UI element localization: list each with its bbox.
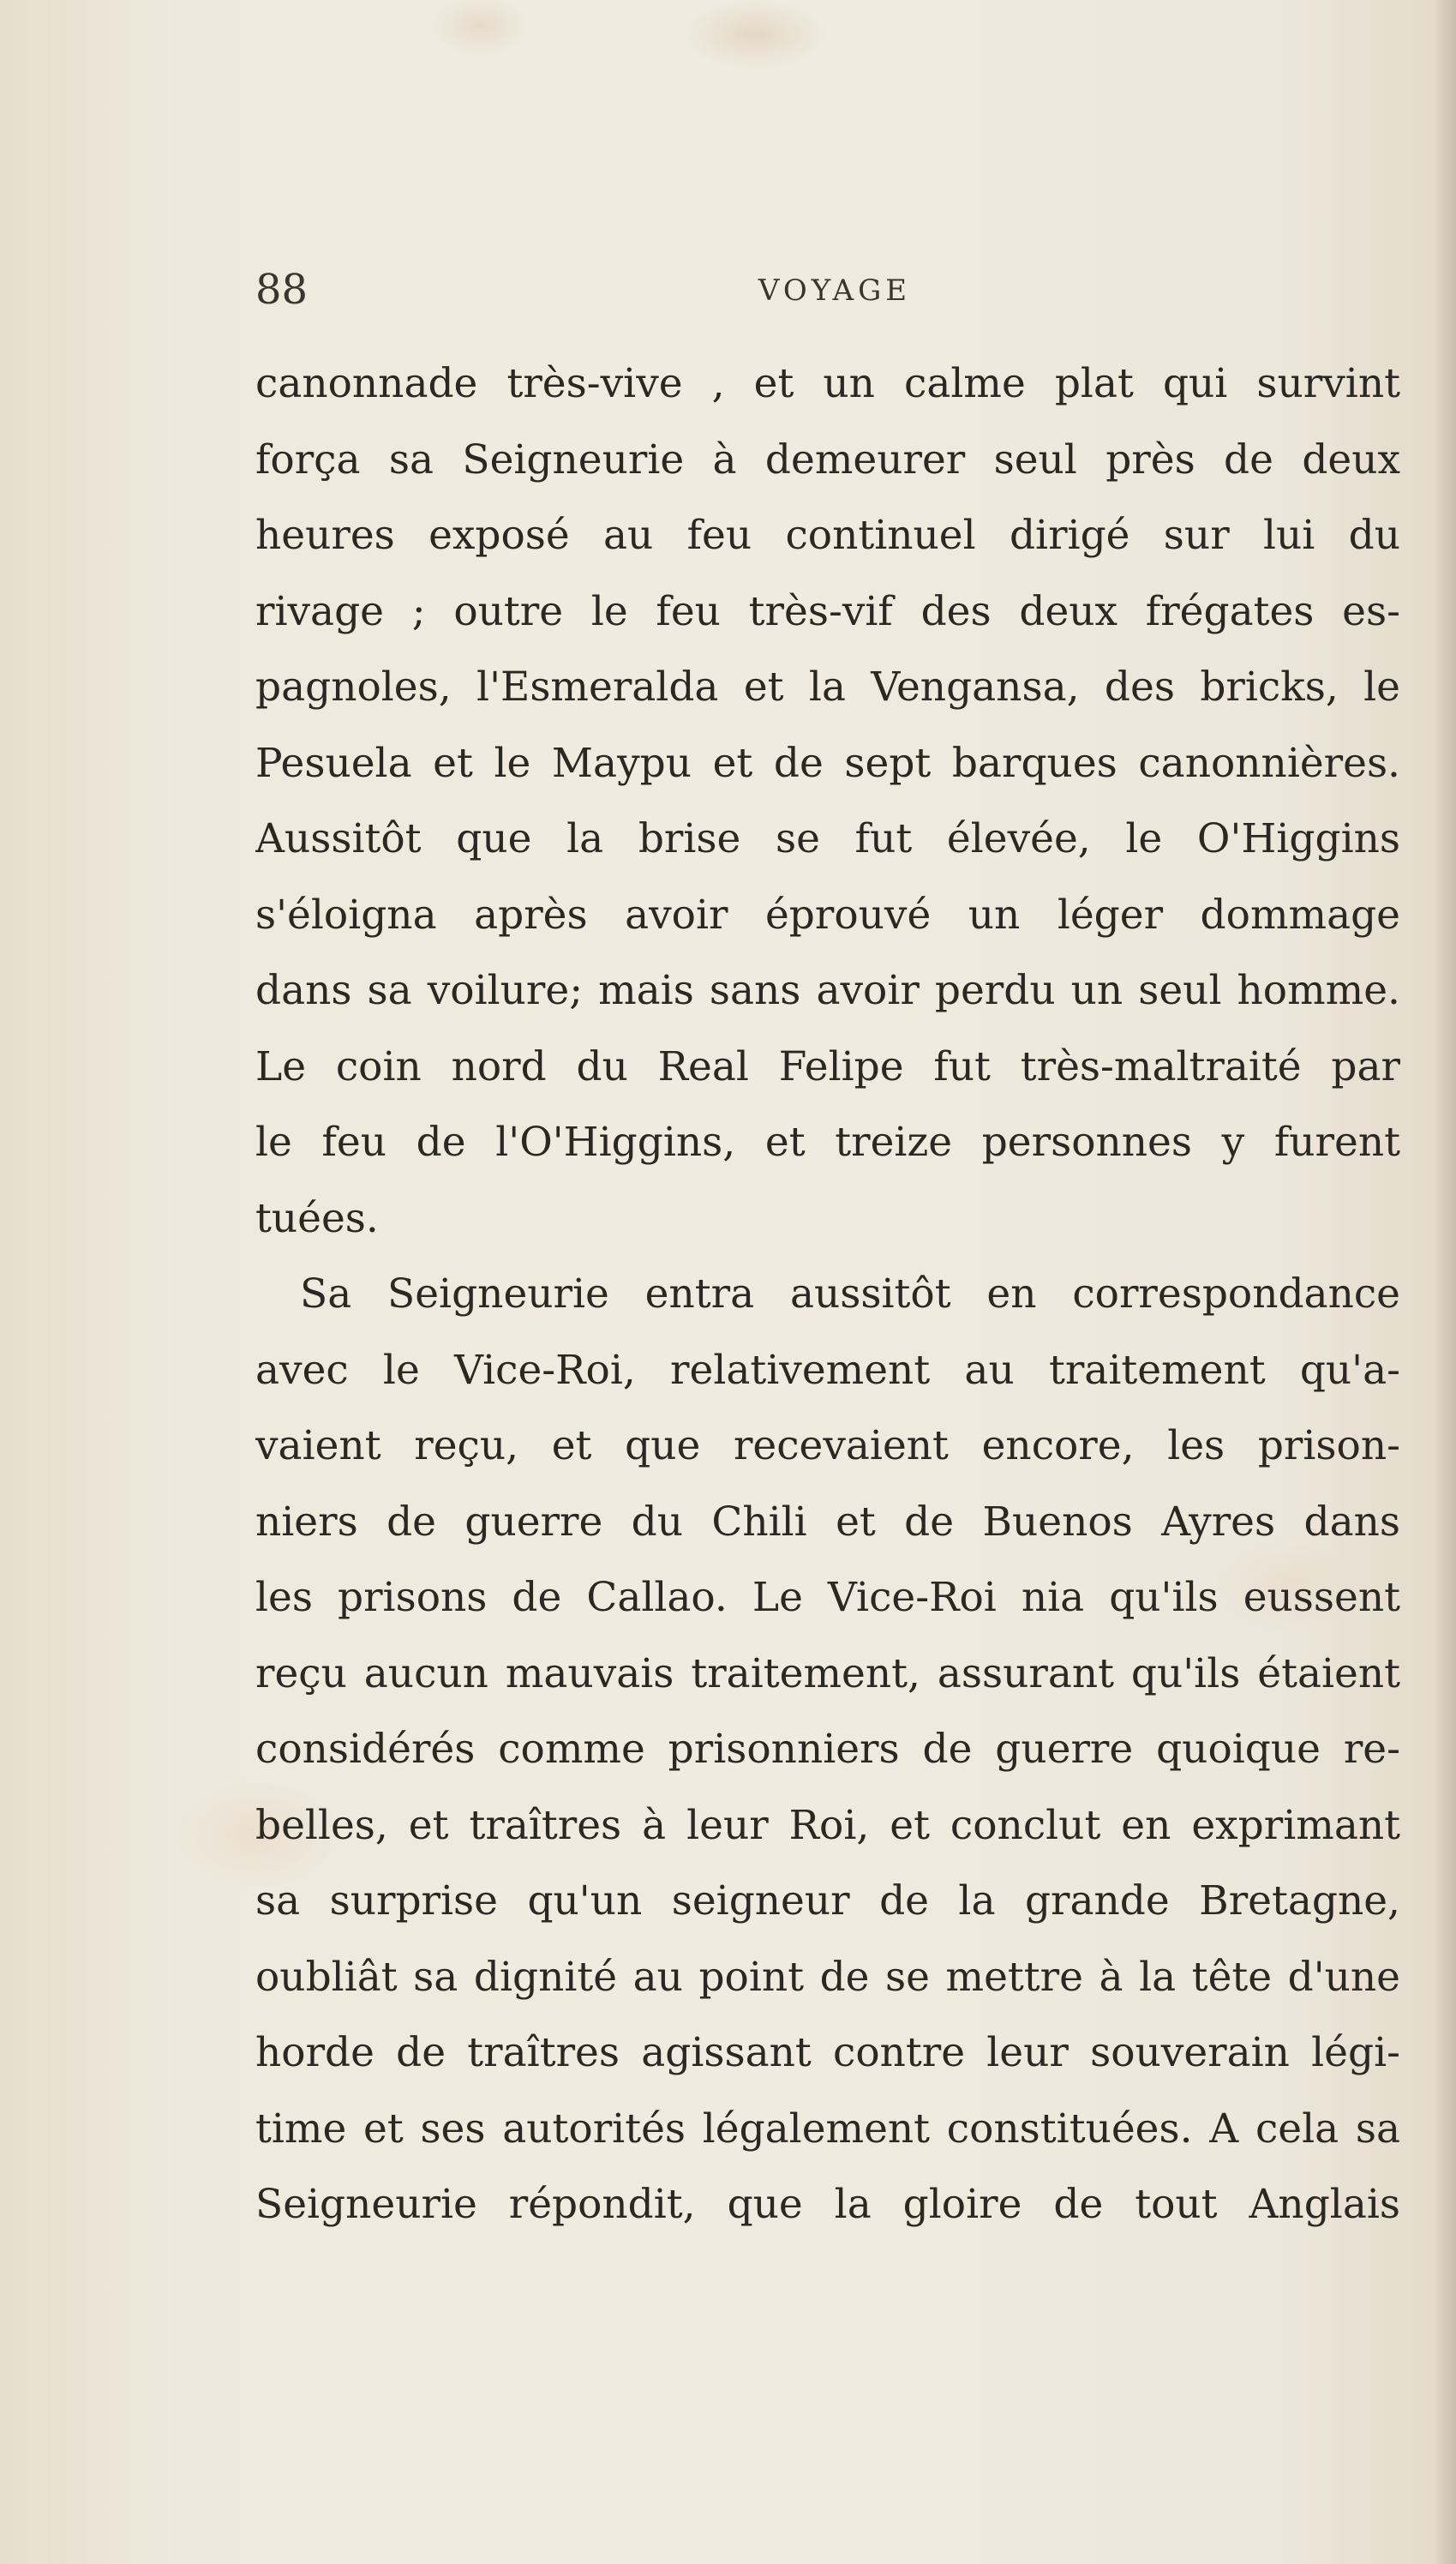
page-edge-shadow bbox=[1434, 0, 1456, 2564]
text-line: oubliât sa dignité au point de se mettre à la tête d'une bbox=[255, 1953, 1400, 2001]
body-text bbox=[255, 346, 1400, 2243]
text-line: força sa Seigneurie à demeurer seul près de deux bbox=[255, 435, 1400, 483]
text-line: Sa Seigneurie entra aussitôt en correspondance bbox=[300, 1270, 1400, 1318]
running-title: VOYAGE bbox=[758, 273, 912, 308]
text-line: les prisons de Callao. Le Vice-Roi nia qu'ils eussent bbox=[255, 1574, 1400, 1621]
text-line: s'éloigna après avoir éprouvé un léger dommage bbox=[255, 891, 1400, 939]
text-line: rivage ; outre le feu très-vif des deux frégates es- bbox=[255, 587, 1400, 635]
text-line: Aussitôt que la brise se fut élevée, le O'Higgins bbox=[255, 815, 1400, 862]
running-head bbox=[255, 257, 1414, 326]
text-line: niers de guerre du Chili et de Buenos Ayres dans bbox=[255, 1498, 1400, 1546]
text-line: canonnade très-vive , et un calme plat qui survint bbox=[255, 360, 1400, 407]
text-line: pagnoles, l'Esmeralda et la Vengansa, des bricks, le bbox=[255, 664, 1400, 711]
text-line: sa surprise qu'un seigneur de la grande Bretagne, bbox=[255, 1877, 1400, 1925]
text-line: avec le Vice-Roi, relativement au traitement qu'a- bbox=[255, 1346, 1400, 1394]
text-line: horde de traîtres agissant contre leur souverain légi- bbox=[255, 2029, 1400, 2076]
text-line: Pesuela et le Maypu et de sept barques canonnières. bbox=[255, 739, 1400, 787]
text-line: le feu de l'O'Higgins, et treize personnes y furent bbox=[255, 1119, 1400, 1166]
text-line: heures exposé au feu continuel dirigé sur lui du bbox=[255, 512, 1400, 559]
text-line: time et ses autorités légalement constituées. A cela sa bbox=[255, 2105, 1400, 2153]
text-line: tuées. bbox=[255, 1194, 379, 1242]
page-number: 88 bbox=[255, 266, 309, 314]
text-line: belles, et traîtres à leur Roi, et conclut en exprimant bbox=[255, 1801, 1400, 1849]
text-line: vaient reçu, et que recevaient encore, les prison- bbox=[255, 1422, 1400, 1469]
text-line: dans sa voilure; mais sans avoir perdu un seul homme. bbox=[255, 967, 1400, 1014]
text-line: Le coin nord du Real Felipe fut très-maltraité par bbox=[255, 1042, 1400, 1090]
text-line: reçu aucun mauvais traitement, assurant qu'ils étaient bbox=[255, 1649, 1400, 1697]
text-line: considérés comme prisonniers de guerre quoique re- bbox=[255, 1726, 1400, 1773]
text-line: Seigneurie répondit, que la gloire de tout Anglais bbox=[255, 2181, 1400, 2228]
